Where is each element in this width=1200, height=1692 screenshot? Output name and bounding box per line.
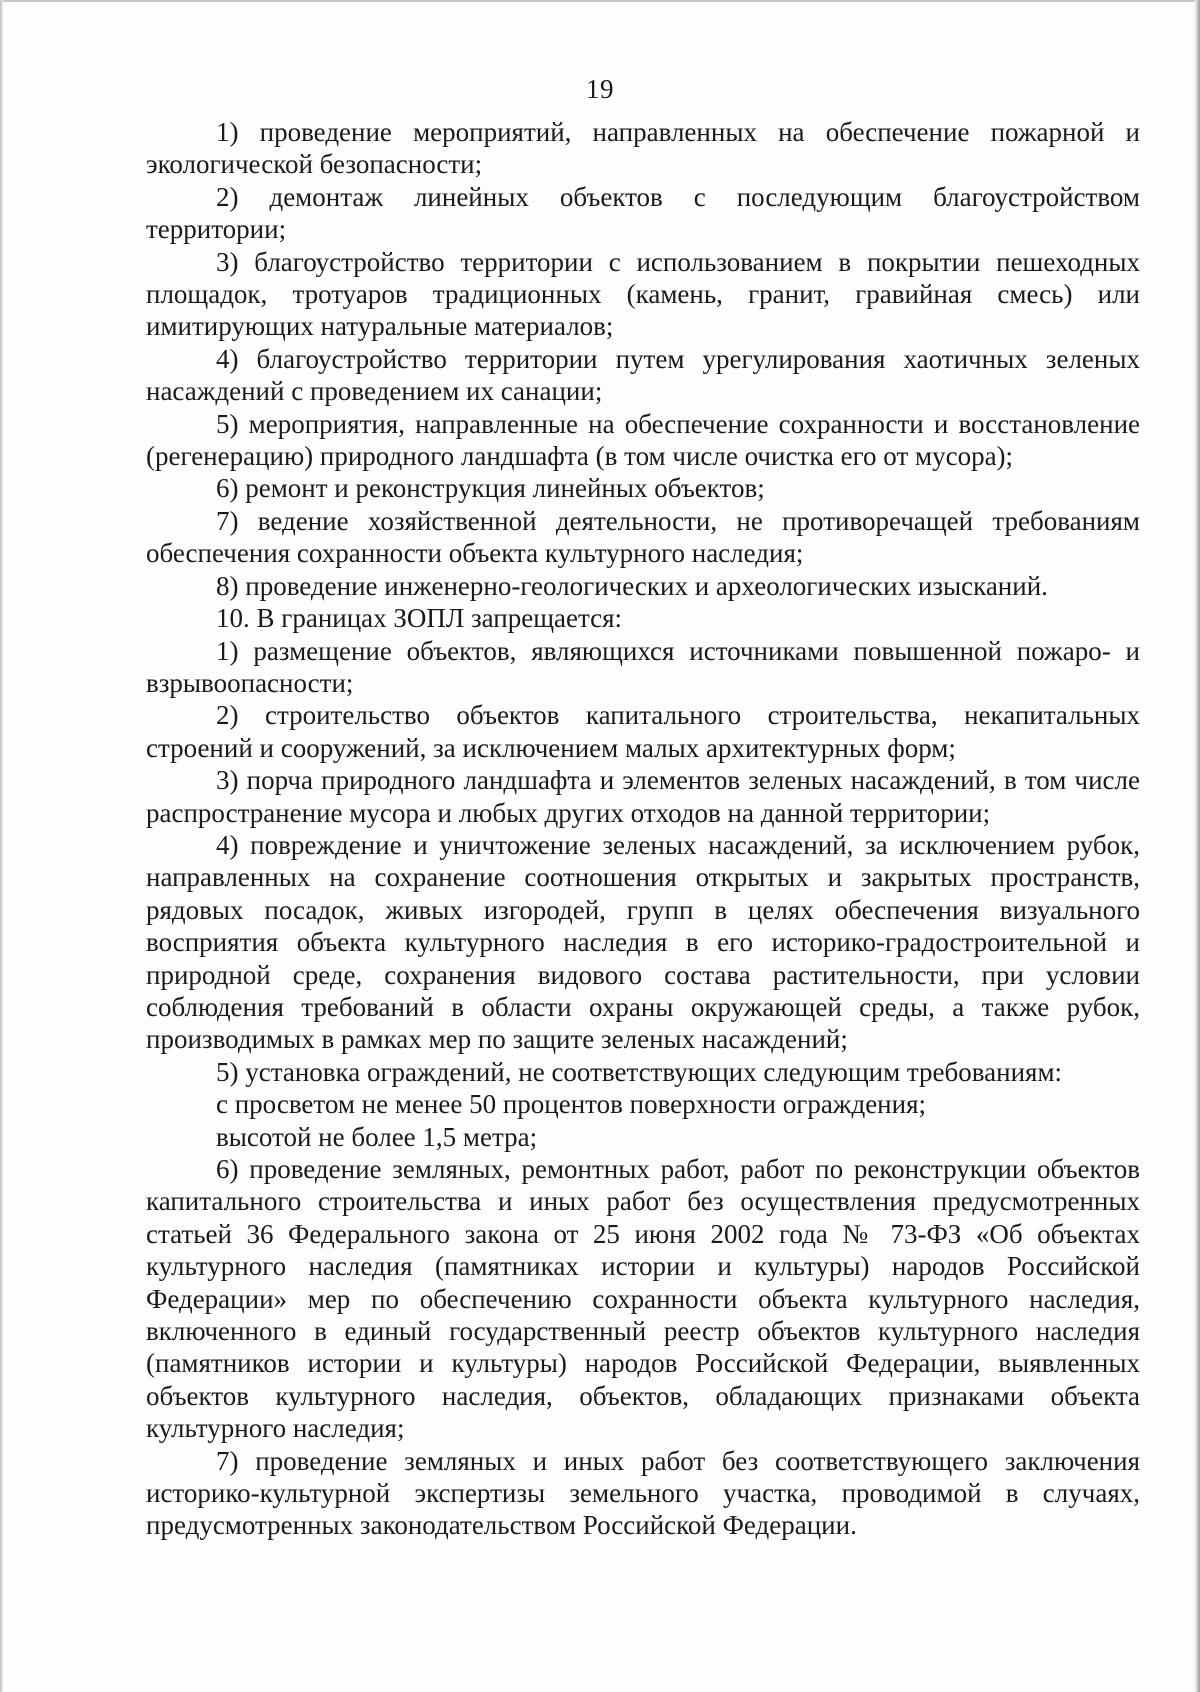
paragraph: 5) установка ограждений, не соответствующих следующим требованиям:: [216, 1056, 1063, 1087]
paragraph: 2) демонтаж линейных объектов с последующим благоустройством территории;: [146, 181, 1140, 245]
scan-edge-top: [0, 0, 1200, 2]
paragraph: 3) благоустройство территории с использованием в покрытии пешеходных площадок, тротуаров традиционных (камень, гранит, гравийная смесь) или имитирующих натуральные материалов;: [146, 246, 1140, 342]
paragraph: 1) размещение объектов, являющихся источниками повышенной пожаро- и взрывоопасности;: [146, 635, 1140, 698]
document-body: [146, 116, 1140, 1542]
paragraph: 7) ведение хозяйственной деятельности, не противоречащей требованиям обеспечения сохранности объекта культурного наследия;: [146, 505, 1140, 569]
paragraph: 6) ремонт и реконструкция линейных объектов;: [216, 473, 765, 504]
paragraph: 4) повреждение и уничтожение зеленых насаждений, за исключением рубок, направленных на сохранение соотношения открытых и закрытых пространств, рядовых посадок, живых изгородей, групп в целях обеспечения визуального восприятия объекта культурного наследия в его историко-градостроительной и природной среде, сохранения видового состава растительности, при условии соблюдения требований в области охраны окружающей среды, а также рубок, производимых в рамках мер по защите зеленых насаждений;: [146, 829, 1140, 1055]
paragraph: 3) порча природного ландшафта и элементов зеленых насаждений, в том числе распространение мусора и любых других отходов на данной территории;: [146, 765, 1140, 828]
paragraph: высотой не более 1,5 метра;: [216, 1121, 538, 1152]
paragraph: с просветом не менее 50 процентов поверхности ограждения;: [216, 1089, 927, 1120]
paragraph: 6) проведение земляных, ремонтных работ, работ по реконструкции объектов капитального строительства и иных работ без осуществления предусмотренных статьей 36 Федерального закона от 25 июня 2002 года № 73-ФЗ «Об объектах культурного наследия (памятниках истории и культуры) народов Российской Федерации» мер по обеспечению сохранности объекта культурного наследия, включенного в единый государственный реестр объектов культурного наследия (памятников истории и культуры) народов Российской Федерации, выявленных объектов культурного наследия, объектов, обладающих признаками объекта культурного наследия;: [146, 1154, 1140, 1444]
paragraph: 8) проведение инженерно-геологических и археологических изысканий.: [216, 570, 1048, 601]
paragraph: 1) проведение мероприятий, направленных на обеспечение пожарной и экологической безопасности;: [146, 117, 1140, 180]
scan-edge-left: [0, 0, 3, 1692]
page-number: 19: [586, 74, 614, 104]
paragraph: 2) строительство объектов капитального строительства, некапитальных строений и сооружений, за исключением малых архитектурных форм;: [146, 700, 1140, 763]
section-heading: 10. В границах ЗОПЛ запрещается:: [216, 603, 623, 634]
scan-edge-right: [1194, 0, 1200, 1692]
paragraph: 4) благоустройство территории путем урегулирования хаотичных зеленых насаждений с проведением их санации;: [146, 343, 1140, 407]
paragraph: 7) проведение земляных и иных работ без соответствующего заключения историко-культурной экспертизы земельного участка, проводимой в случаях, предусмотренных законодательством Российской Федерации.: [146, 1445, 1140, 1541]
paragraph: 5) мероприятия, направленные на обеспечение сохранности и восстановление (регенерацию) природного ландшафта (в том числе очистка его от мусора);: [146, 408, 1140, 472]
